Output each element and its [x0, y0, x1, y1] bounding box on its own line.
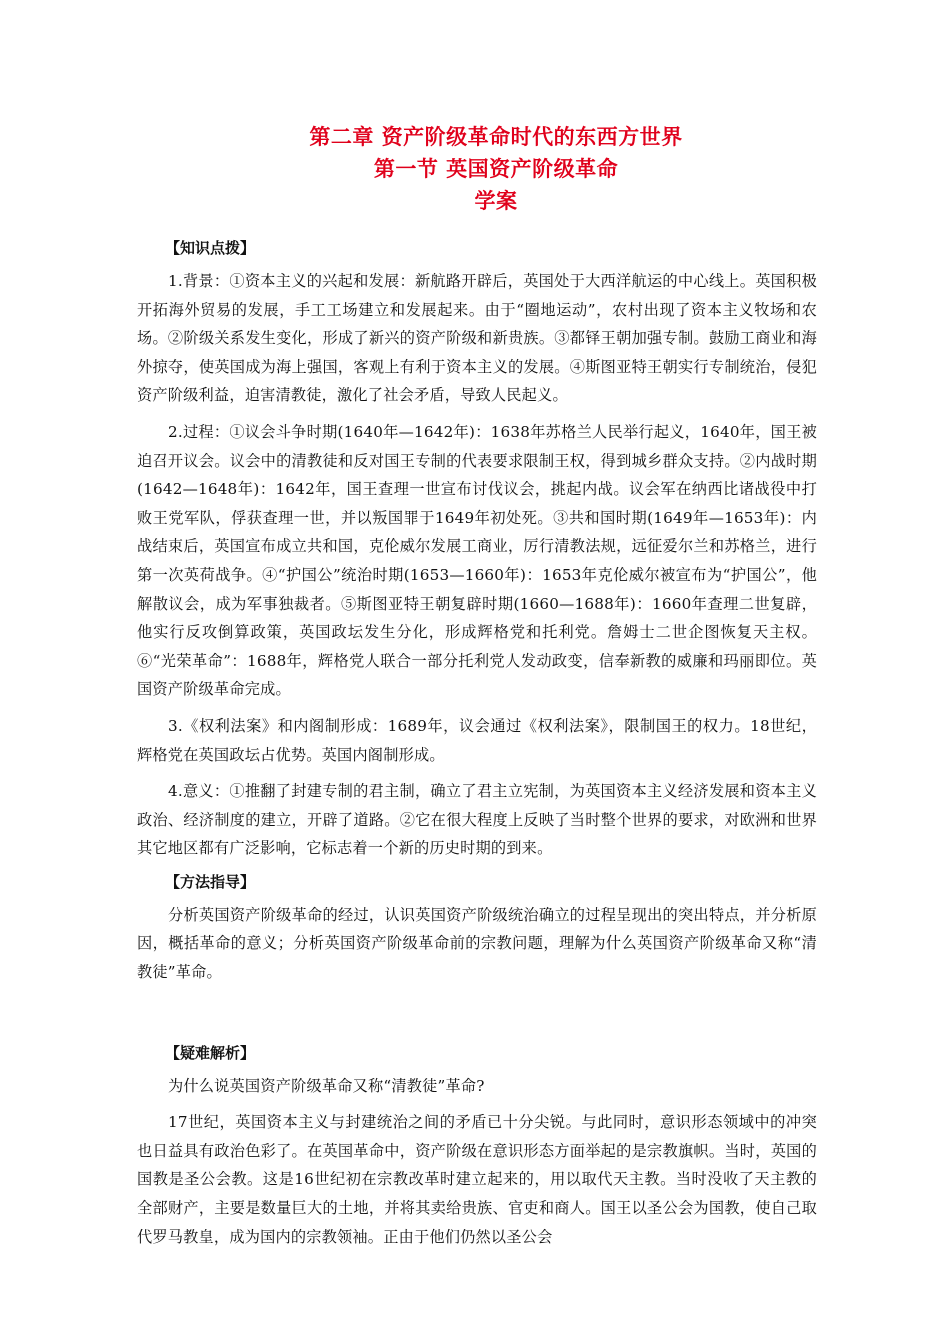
significance-paragraph: 4.意义：①推翻了封建专制的君主制，确立了君主立宪制，为英国资本主义经济发展和资本主义政治、经济制度的建立，开辟了道路。②它在很大程度上反映了当时整个世界的要求，对欧洲和世界其它地区都有广泛影响，它标志着一个新的历史时期的到来。 — [137, 782, 817, 858]
doubt-heading: 【疑难解析】 — [165, 1043, 256, 1062]
title-block — [0, 121, 950, 217]
process-paragraph: 2.过程：①议会斗争时期(1640年—1642年)：1638年苏格兰人民举行起义，1640年，国王被迫召开议会。议会中的清教徒和反对国王专制的代表要求限制王权，得到城乡群众支持。②内战时期(1642—1648年)：1642年，国王查理一世宣布讨伐议会，挑起内战。议会军在纳西比诸战役中打败王党军队，俘获查理一世，并以叛国罪于1649年初处死。③共和国时期(1649年—1653年)：内战结束后，英国宣布成立共和国，克伦威尔发展工商业，厉行清教法规，远征爱尔兰和苏格兰，进行第一次英荷战争。④“护国公”统治时期(1653—1660年)：1653年克伦威尔被宣布为“护国公”，他解散议会，成为军事独裁者。⑤斯图亚特王朝复辟时期(1660—1688年)：1660年查理二世复辟，他实行反攻倒算政策，英国政坛发生分化，形成辉格党和托利党。詹姆士二世企图恢复天主权。⑥“光荣革命”：1688年，辉格党人联合一部分托利党人发动政变，信奉新教的威廉和玛丽即位。英国资产阶级革命完成。 — [137, 422, 817, 699]
document-body — [137, 234, 817, 1251]
background-paragraph: 1.背景：①资本主义的兴起和发展：新航路开辟后，英国处于大西洋航运的中心线上。英国积极开拓海外贸易的发展，手工工场建立和发展起来。由于“圈地运动”，农村出现了资本主义牧场和农场。②阶级关系发生变化，形成了新兴的资产阶级和新贵族。③都铎王朝加强专制。鼓励工商业和海外掠夺，使英国成为海上强国，客观上有利于资本主义的发展。④斯图亚特王朝实行专制统治，侵犯资产阶级利益，迫害清教徒，激化了社会矛盾，导致人民起义。 — [137, 272, 817, 405]
doubt-answer-paragraph: 17世纪，英国资本主义与封建统治之间的矛盾已十分尖锐。与此同时，意识形态领域中的冲突也日益具有政治色彩了。在英国革命中，资产阶级在意识形态方面举起的是宗教旗帜。当时，英国的国教是圣公会教。这是16世纪初在宗教改革时建立起来的，用以取代天主教。当时没收了天主教的全部财产，主要是数量巨大的土地，并将其卖给贵族、官吏和商人。国王以圣公会为国教，使自己取代罗马教皇，成为国内的宗教领袖。正由于他们仍然以圣公会 — [137, 1113, 817, 1246]
document-subtitle: 学案 — [474, 189, 518, 213]
method-heading: 【方法指导】 — [165, 872, 256, 891]
chapter-title: 第二章 资产阶级革命时代的东西方世界 — [309, 125, 683, 149]
knowledge-heading: 【知识点拨】 — [165, 239, 256, 257]
doubt-question: 为什么说英国资产阶级革命又称“清教徒”革命? — [168, 1076, 485, 1095]
method-paragraph: 分析英国资产阶级革命的经过，认识英国资产阶级统治确立的过程呈现出的突出特点，并分析原因，概括革命的意义；分析英国资产阶级革命前的宗教问题，理解为什么英国资产阶级革命又称“清教徒”革命。 — [137, 905, 817, 982]
section-title: 第一节 英国资产阶级革命 — [373, 157, 619, 181]
bill-of-rights-paragraph: 3.《权利法案》和内阁制形成：1689年，议会通过《权利法案》，限制国王的权力。18世纪，辉格党在英国政坛占优势。英国内阁制形成。 — [137, 716, 817, 764]
